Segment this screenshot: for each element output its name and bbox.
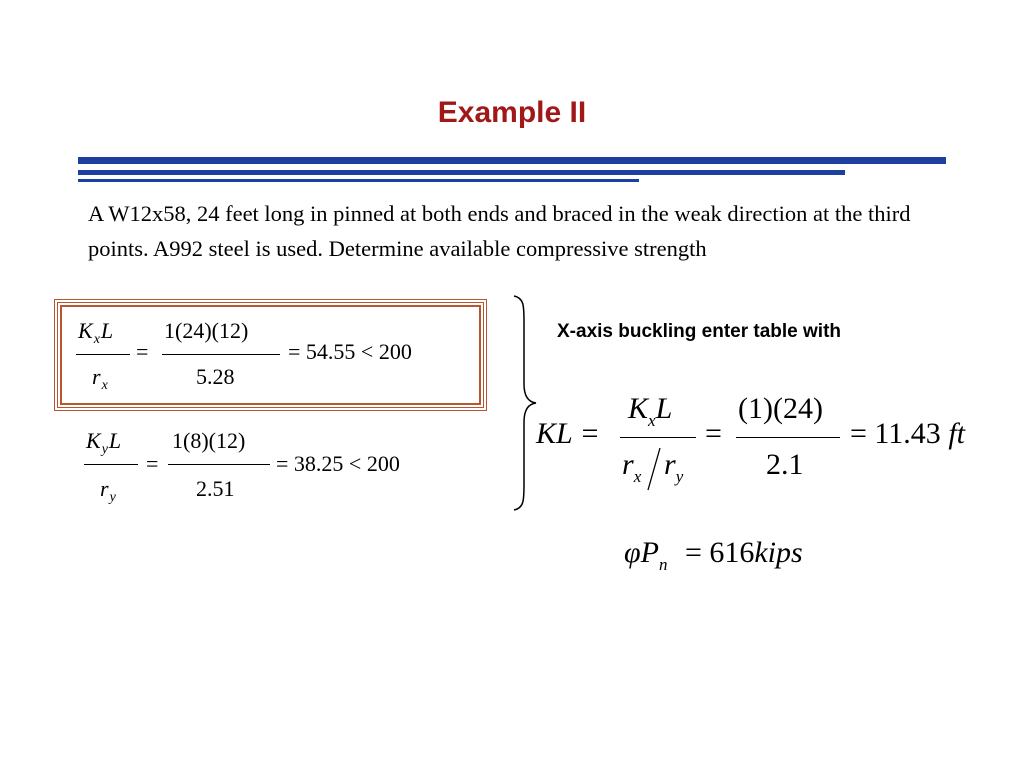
rule-line-1 — [78, 157, 946, 164]
x-axis-note: X-axis buckling enter table with — [557, 321, 842, 342]
eq3-equals: = — [705, 417, 722, 450]
eq2-right-fraction-bar — [168, 464, 270, 465]
eq1-left-fraction-bar — [76, 354, 130, 355]
eq1-den-r: r — [92, 364, 101, 389]
eq4-sub: n — [658, 555, 668, 574]
eq3-den-sub2: y — [675, 467, 684, 486]
eq3-slash — [646, 446, 662, 492]
eq4-phi: φ — [624, 536, 641, 569]
eq3-right-fraction-bar — [736, 437, 840, 438]
rule-line-3 — [78, 179, 639, 182]
eq2-den-sub: y — [109, 490, 116, 505]
eq4-p: P — [640, 536, 659, 569]
eq3-num-l: L — [655, 392, 673, 425]
eq1-frac-den: 5.28 — [196, 364, 235, 389]
eq2-result: = 38.25 < 200 — [276, 451, 400, 476]
eq2-frac-den: 2.51 — [196, 476, 235, 501]
eq1-equals: = — [136, 339, 149, 364]
eq3-lhs: KL = — [536, 417, 600, 450]
eq3-left-fraction-bar — [620, 437, 696, 438]
eq4-rhs: = 616 — [684, 536, 755, 569]
highlight-box — [54, 299, 487, 411]
eq2-frac-num: 1(8)(12) — [172, 428, 246, 453]
problem-statement: A W12x58, 24 feet long in pinned at both ends and braced in the weak direction at the third points. A992 steel is used. Determine available compressive strength — [88, 201, 911, 261]
eq3-frac-num: (1)(24) — [738, 392, 823, 425]
eq2-left-fraction-bar — [84, 464, 138, 465]
eq2-equals: = — [146, 451, 159, 476]
eq3-result: = 11.43 — [850, 417, 941, 450]
eq3-num-k: K — [628, 392, 649, 425]
eq1-num-sub: x — [93, 332, 100, 347]
eq2-num-k: K — [86, 428, 101, 453]
eq3-num-sub: x — [648, 411, 656, 430]
curly-brace-icon — [506, 292, 546, 514]
eq1-num-k: K — [78, 318, 93, 343]
eq3-unit: ft — [948, 417, 965, 450]
eq1-num-l: L — [100, 318, 114, 343]
eq2-num-sub: y — [101, 442, 108, 457]
eq1-den-sub: x — [101, 378, 108, 393]
rule-line-2 — [78, 170, 845, 175]
eq3-den-sub1: x — [633, 467, 642, 486]
slide-title: Example II — [437, 96, 587, 129]
eq1-frac-num: 1(24)(12) — [164, 318, 249, 343]
eq2-den-r: r — [100, 476, 109, 501]
eq1-right-fraction-bar — [162, 354, 280, 355]
eq4-unit: kips — [754, 536, 803, 569]
eq2-num-l: L — [108, 428, 122, 453]
eq3-den-r2: r — [664, 448, 676, 481]
eq3-frac-den: 2.1 — [766, 448, 804, 481]
eq1-result: = 54.55 < 200 — [288, 339, 412, 364]
eq3-den-r1: r — [622, 448, 634, 481]
